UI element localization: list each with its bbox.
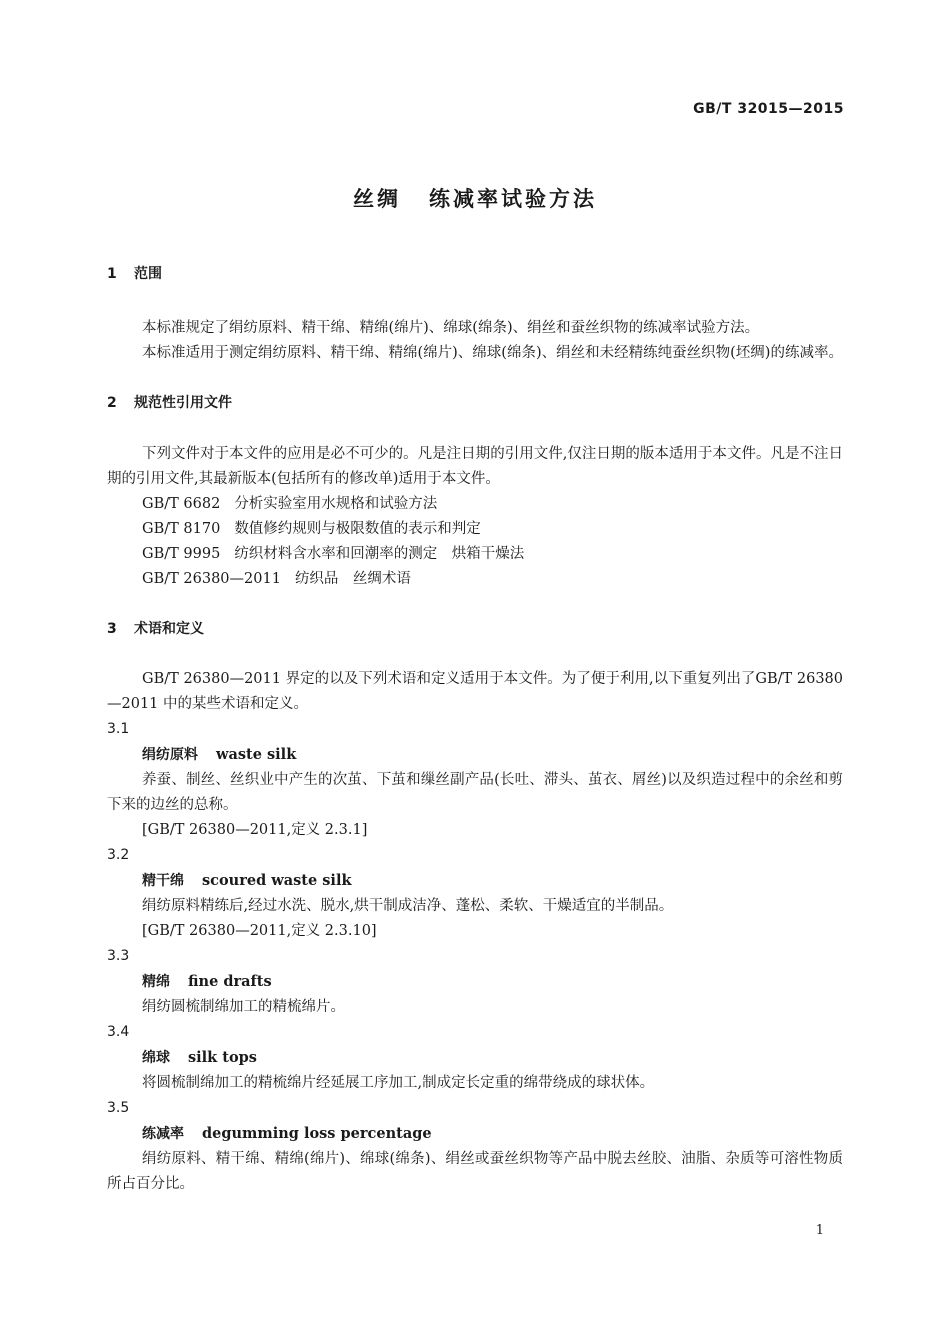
section-heading-refs — [107, 391, 843, 416]
section-number: 3 — [107, 621, 117, 637]
ref-title: 纺织材料含水率和回潮率的测定 烘箱干燥法 — [234, 546, 525, 562]
ref-item — [107, 542, 843, 567]
term-definition: 绢纺原料精练后,经过水洗、脱水,烘干制成洁净、蓬松、柔软、干燥适宜的半制品。 — [142, 898, 674, 914]
term-definition: 养蚕、制丝、丝织业中产生的次茧、下茧和缫丝副产品(长吐、滞头、茧衣、屑丝)以及织造过程中的余丝和剪下来的边丝的总称。 — [107, 772, 843, 813]
ref-code: GB/T 8170 — [142, 521, 221, 537]
scope-paragraph-1: 本标准规定了绢纺原料、精干绵、精绵(绵片)、绵球(绵条)、绢丝和蚕丝织物的练减率试验方法。 — [142, 320, 760, 336]
document-title — [0, 183, 950, 213]
section-title: 范围 — [134, 266, 162, 282]
section-number: 2 — [107, 395, 117, 411]
refs-intro: 下列文件对于本文件的应用是必不可少的。凡是注日期的引用文件,仅注日期的版本适用于本文件。凡是不注日期的引用文件,其最新版本(包括所有的修改单)适用于本文件。 — [107, 446, 843, 487]
term-name — [107, 742, 843, 768]
standard-code: GB/T 32015—2015 — [693, 101, 844, 117]
ref-title: 数值修约规则与极限数值的表示和判定 — [234, 521, 481, 537]
ref-title: 分析实验室用水规格和试验方法 — [234, 496, 438, 512]
term-name — [107, 1121, 843, 1147]
term-name-en: silk tops — [188, 1049, 257, 1066]
section-heading-terms — [107, 617, 843, 642]
term-definition: 绢纺原料、精干绵、精绵(绵片)、绵球(绵条)、绢丝或蚕丝织物等产品中脱去丝胶、油脂、杂质等可溶性物质所占百分比。 — [107, 1151, 843, 1192]
term-name — [107, 969, 843, 995]
ref-code: GB/T 9995 — [142, 546, 221, 562]
document-body — [107, 262, 843, 1197]
term-name-en: scoured waste silk — [202, 872, 352, 889]
term-definition: 将圆梳制绵加工的精梳绵片经延展工序加工,制成定长定重的绵带绕成的球状体。 — [142, 1075, 655, 1091]
term-number: 3.1 — [107, 721, 130, 737]
term-name-en: fine drafts — [188, 973, 272, 990]
section-title: 术语和定义 — [134, 621, 204, 637]
section-title: 规范性引用文件 — [134, 395, 232, 411]
term-number: 3.2 — [107, 847, 130, 863]
section-number: 1 — [107, 266, 117, 282]
term-number: 3.3 — [107, 948, 130, 964]
title-part-2: 练减率试验方法 — [429, 187, 597, 211]
term-source: [GB/T 26380—2011,定义 2.3.10] — [142, 923, 377, 939]
term-name — [107, 868, 843, 894]
term-source: [GB/T 26380—2011,定义 2.3.1] — [142, 822, 368, 838]
ref-title: 纺织品 丝绸术语 — [294, 571, 411, 587]
ref-code: GB/T 26380—2011 — [142, 571, 281, 587]
scope-paragraph-2: 本标准适用于测定绢纺原料、精干绵、精绵(绵片)、绵球(绵条)、绢丝和未经精练纯蚕丝织物(坯绸)的练减率。 — [142, 345, 843, 361]
term-number: 3.5 — [107, 1100, 130, 1116]
title-part-1: 丝绸 — [353, 187, 401, 211]
ref-item — [107, 567, 843, 592]
ref-item — [107, 517, 843, 542]
term-name-en: degumming loss percentage — [202, 1125, 432, 1142]
term-definition: 绢纺圆梳制绵加工的精梳绵片。 — [142, 999, 345, 1015]
term-name-zh: 练减率 — [142, 1126, 184, 1142]
section-heading-scope — [107, 262, 843, 287]
term-name — [107, 1045, 843, 1071]
ref-code: GB/T 6682 — [142, 496, 221, 512]
term-name-zh: 绢纺原料 — [142, 747, 198, 763]
term-name-zh: 绵球 — [142, 1050, 170, 1066]
term-name-en: waste silk — [216, 746, 297, 763]
terms-intro: GB/T 26380—2011 界定的以及下列术语和定义适用于本文件。为了便于利用,以下重复列出了GB/T 26380—2011 中的某些术语和定义。 — [107, 671, 843, 712]
term-number: 3.4 — [107, 1024, 130, 1040]
page-number: 1 — [815, 1223, 824, 1238]
term-name-zh: 精绵 — [142, 974, 170, 990]
term-name-zh: 精干绵 — [142, 873, 184, 889]
ref-item — [107, 492, 843, 517]
